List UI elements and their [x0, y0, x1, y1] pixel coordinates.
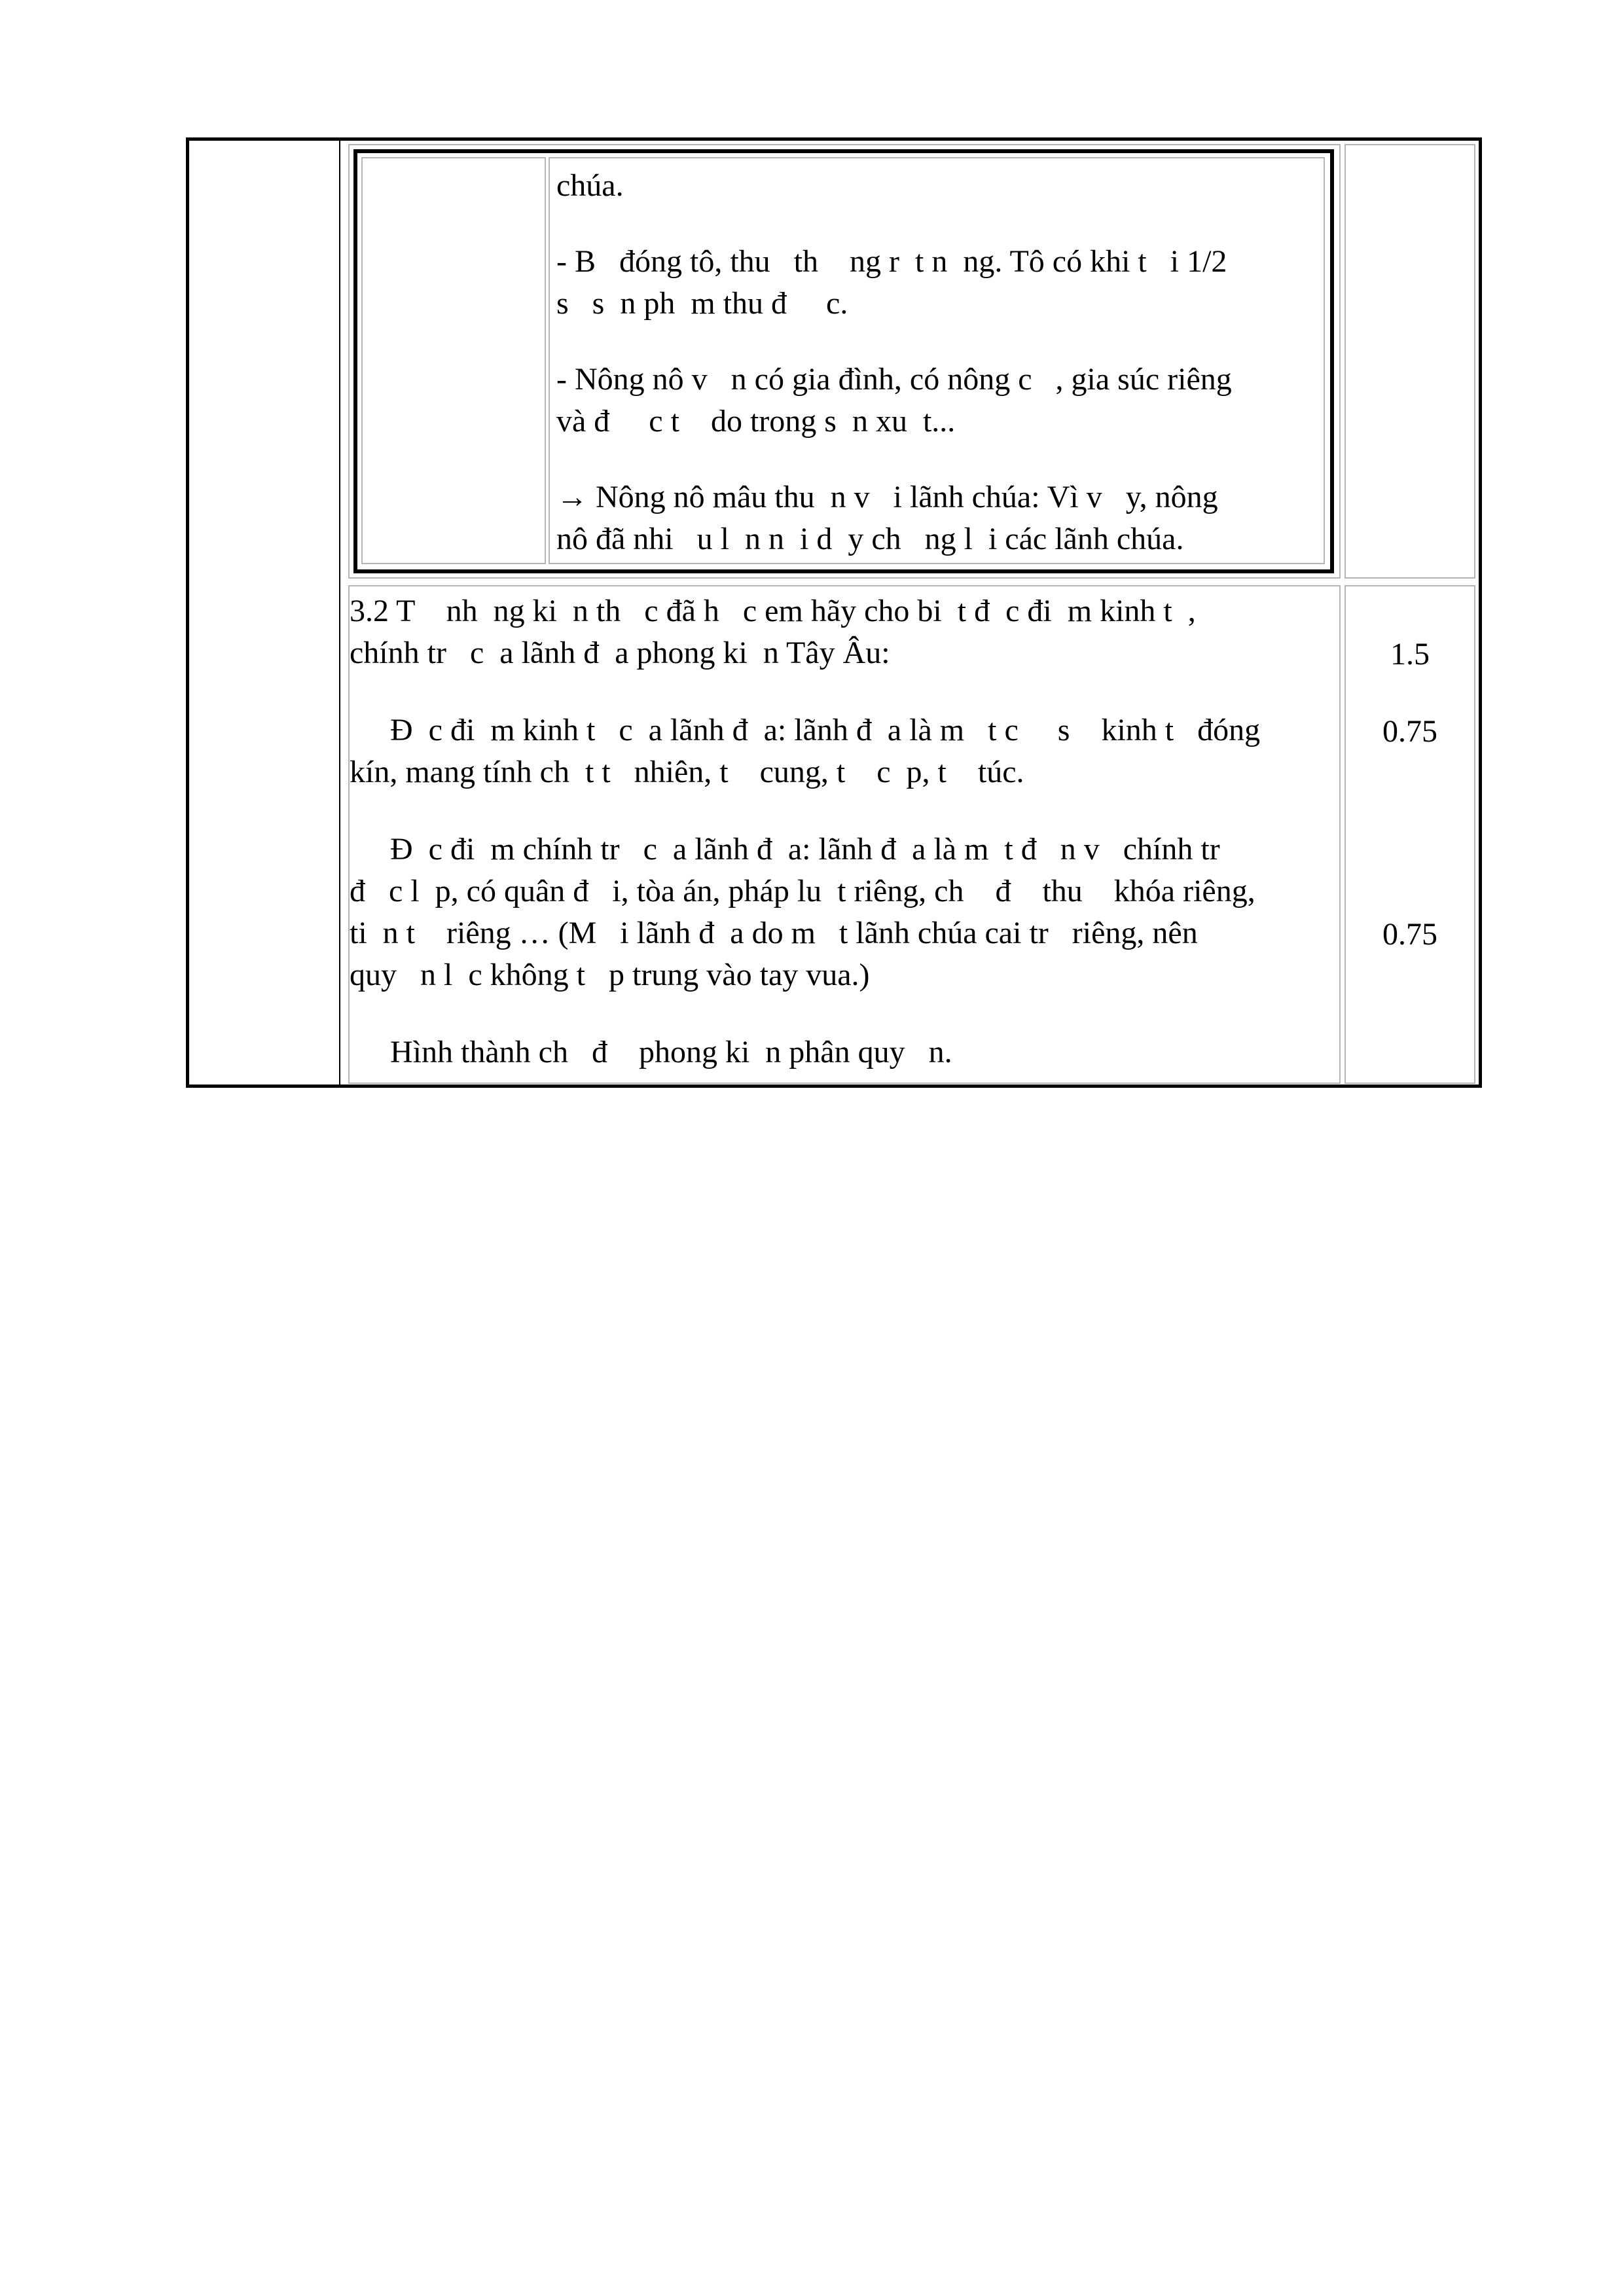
score-value: 0.75 [1382, 917, 1437, 952]
column-divider [339, 140, 340, 1085]
text-line: - Nông nô v n có gia đình, có nông c , gia súc riêng [556, 362, 1232, 397]
text-line: nô đã nhi u l n n i d y ch ng l i các lãnh chúa. [556, 522, 1184, 556]
nested-empty-cell [361, 157, 546, 564]
score-value: 0.75 [1382, 714, 1437, 749]
text-line: → Nông nô mâu thu n v i lãnh chúa: Vì v y, nông [556, 480, 1218, 514]
text-line: quy n l c không t p trung vào tay vua.) [350, 958, 870, 992]
text-line: s s n ph m thu đ c. [556, 286, 848, 321]
text-line: Đ c đi m chính tr c a lãnh đ a: lãnh đ a là m t đ n v chính tr [367, 832, 1220, 867]
score-value: 1.5 [1390, 637, 1430, 672]
text-line: Hình thành ch đ phong ki n phân quy n. [367, 1035, 952, 1069]
question-heading: 3.2 T nh ng ki n th c đã h c em hãy cho bi t đ c đi m kinh t , [350, 594, 1196, 628]
text-line: Đ c đi m kinh t c a lãnh đ a: lãnh đ a là m t c s kinh t đóng [367, 713, 1261, 747]
question-heading: chính tr c a lãnh đ a phong ki n Tây Âu: [350, 636, 890, 670]
text-line: kín, mang tính ch t t nhiên, t cung, t c p, t túc. [350, 755, 1024, 789]
score-cell-row1 [1344, 144, 1475, 579]
text-line: ti n t riêng … (M i lãnh đ a do m t lãnh chúa cai tr riêng, nên [350, 916, 1198, 950]
text-line: và đ c t do trong s n xu t... [556, 404, 956, 439]
text-line: đ c l p, có quân đ i, tòa án, pháp lu t riêng, ch đ thu khóa riêng, [350, 874, 1255, 908]
text-line: chúa. [556, 168, 624, 203]
text-line: - B đóng tô, thu th ng r t n ng. Tô có khi t i 1/2 [556, 244, 1227, 279]
